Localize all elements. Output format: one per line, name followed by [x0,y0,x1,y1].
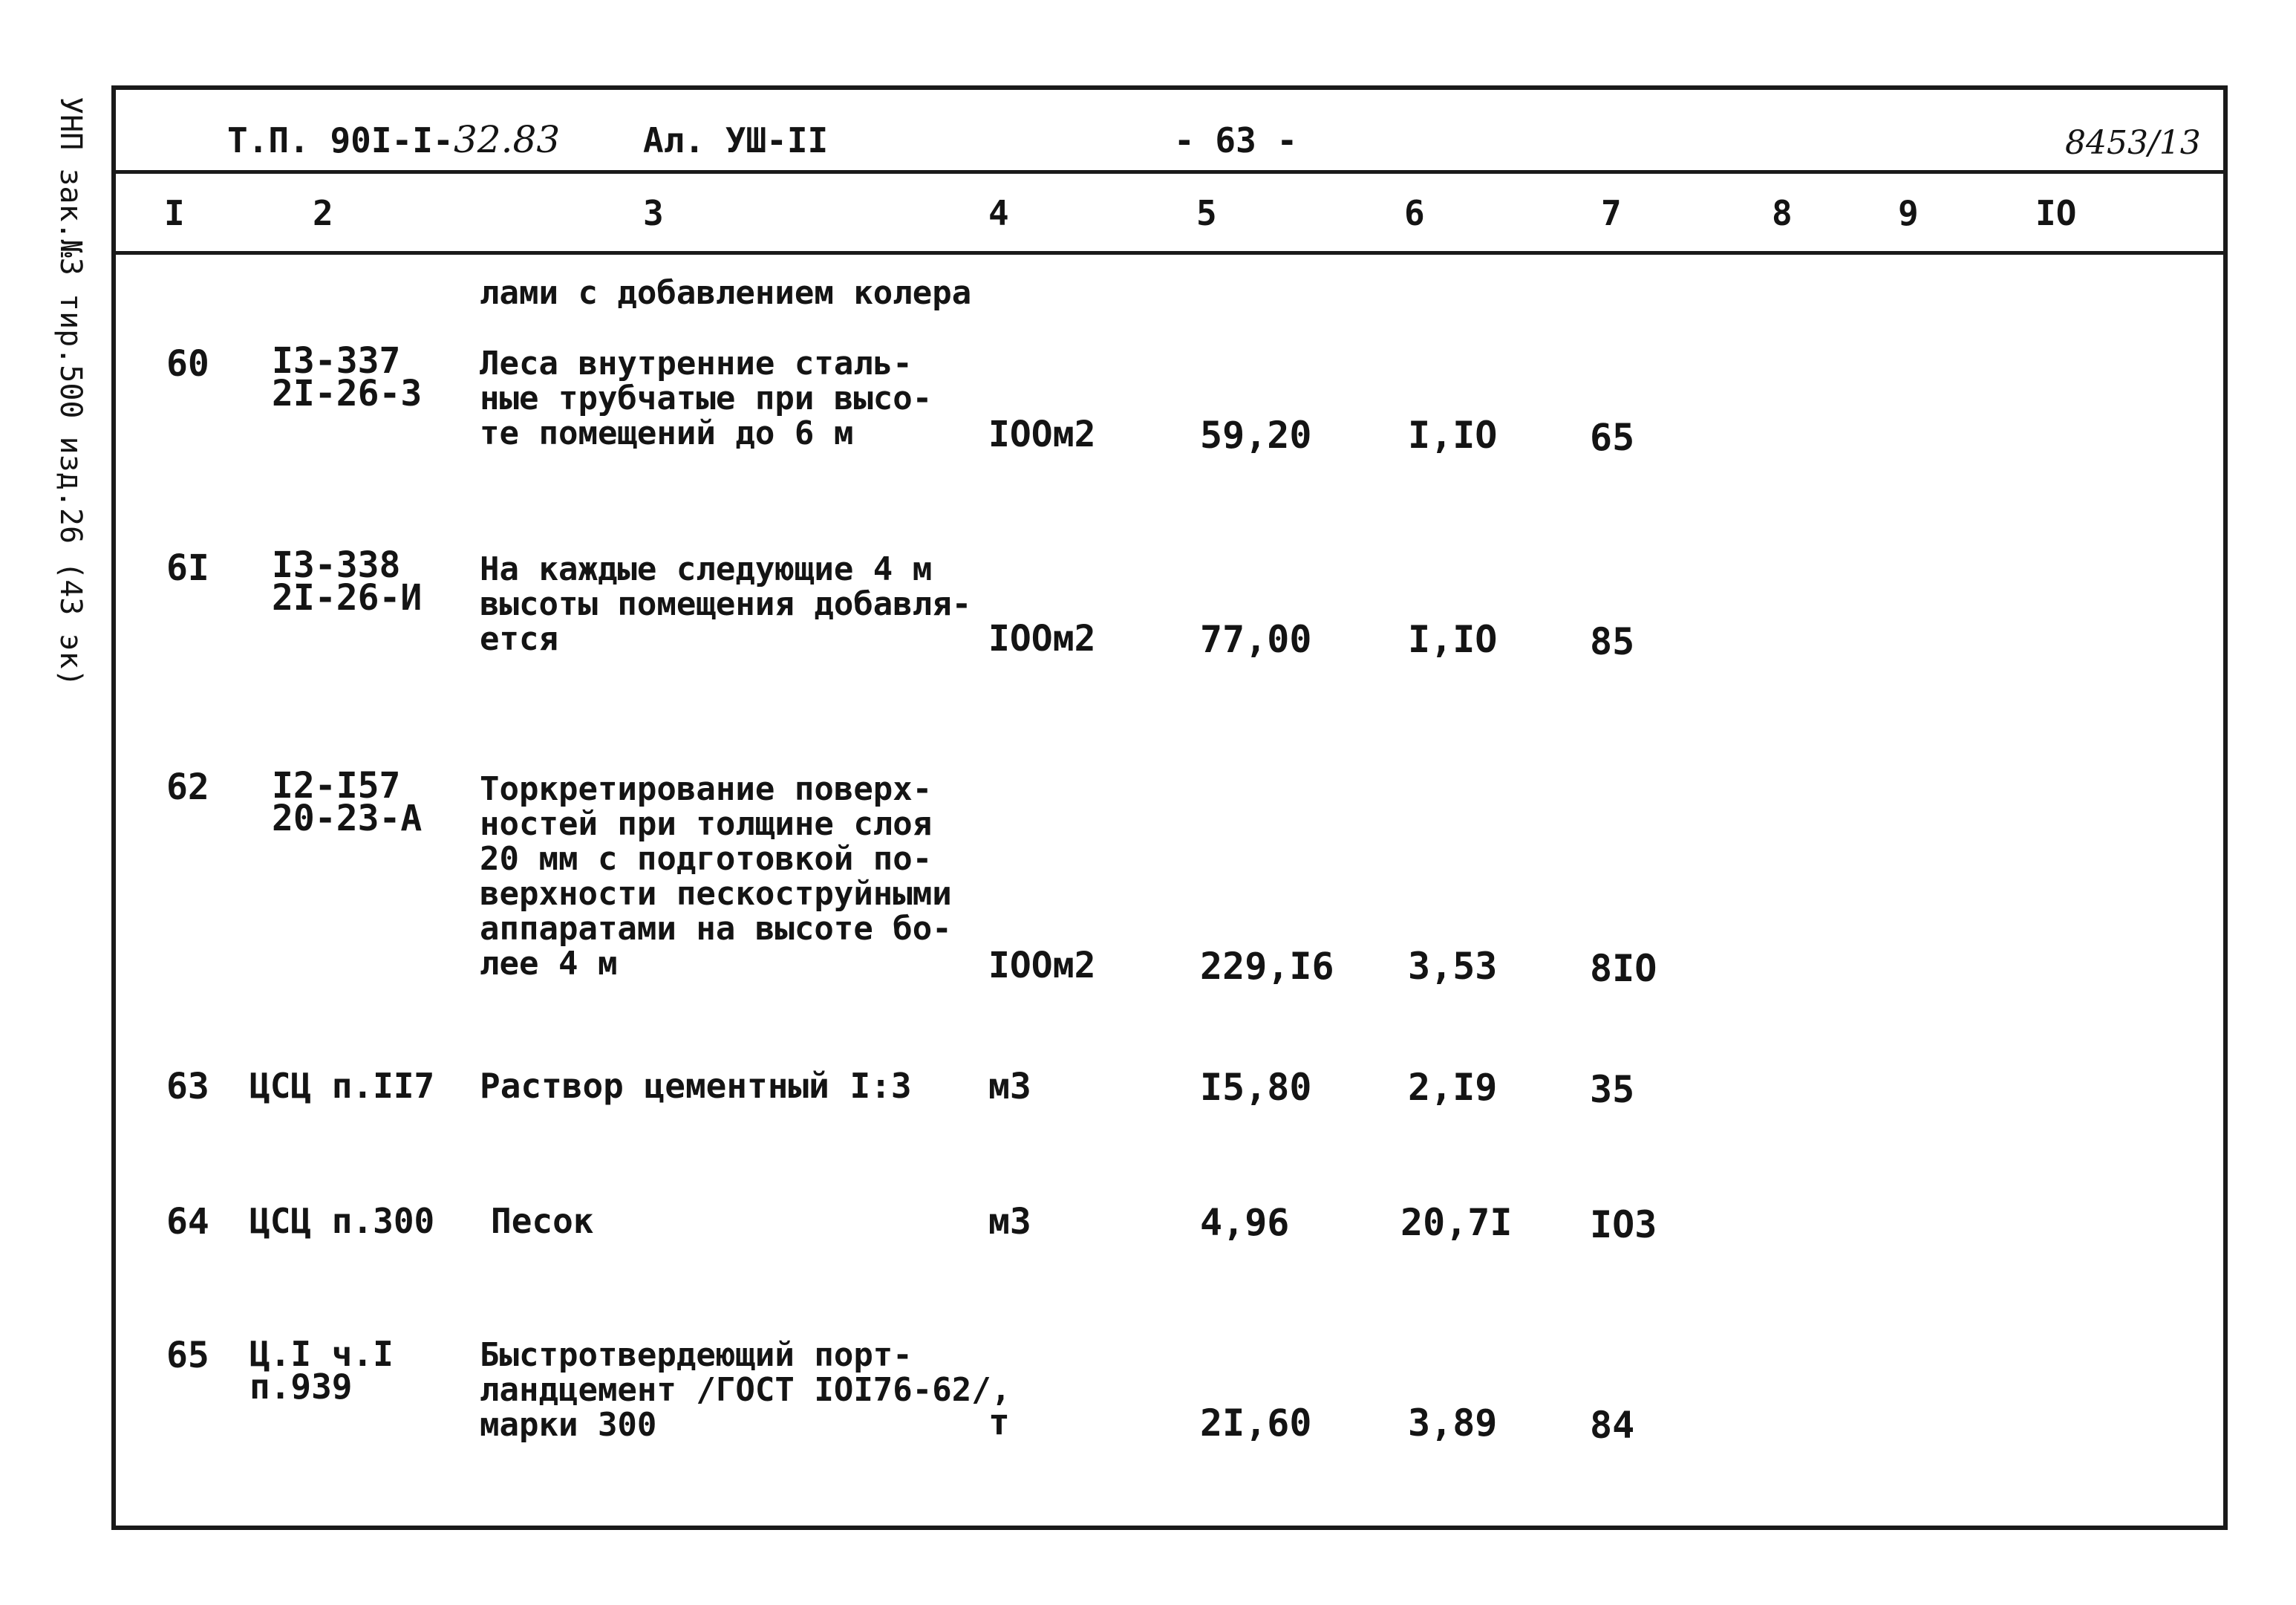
row-code: I3-337 2I-26-3 [272,340,423,414]
row-quantity: 229,I6 [1200,945,1334,988]
row-code: ЦСЦ п.II7 [250,1066,435,1106]
row-number: 62 [166,766,209,808]
row-total: 84 [1590,1404,1635,1447]
row-description: Песок [491,1201,594,1241]
column-header-divider [116,251,2223,255]
row-total: IO3 [1590,1203,1657,1246]
row-total: 65 [1590,416,1635,459]
row-description: Леса внутренние сталь- ные трубчатые при высо- те помещений до 6 м [480,345,933,452]
doc-code-handwritten: 32.83 [454,118,561,161]
row-unit: т [988,1401,1010,1443]
column-header-8: 8 [1772,193,1793,233]
album-label: Ал. УШ-II [643,120,829,160]
row-price: 3,53 [1408,945,1498,988]
row-number: 65 [166,1335,209,1376]
row-total: 8IO [1590,947,1657,990]
row-code: I2-I57 20-23-А [272,765,423,839]
row-quantity: I5,80 [1200,1066,1312,1109]
row-unit: IOOм2 [988,945,1096,986]
margin-print-note [3,89,88,687]
column-header-6: 6 [1404,193,1425,233]
column-header-4: 4 [988,193,1009,233]
row-description: На каждые следующие 4 м высоты помещения добавля- ется [480,550,972,658]
column-header-1: I [164,193,185,233]
row-quantity: 4,96 [1200,1201,1290,1244]
column-header-3: 3 [643,193,664,233]
doc-code-prefix: Т.П. 90I-I- [227,120,454,160]
row-unit: м3 [988,1201,1031,1243]
row-quantity: 2I,60 [1200,1401,1312,1445]
row-number: 60 [166,343,209,385]
row-unit: IOOм2 [988,414,1096,455]
archive-stamp: 8453/13 [2065,124,2201,162]
row-total: 85 [1590,620,1635,663]
document-frame [111,85,2228,1530]
row-description: Быстротвердеющий порт- ландцемент /ГОСТ IOI76-62/, марки 300 [480,1336,1011,1444]
row-price: 2,I9 [1408,1066,1498,1109]
row-unit: м3 [988,1066,1031,1107]
row-number: 63 [166,1066,209,1107]
column-header-10: IO [2035,193,2077,233]
page-number: - 63 - [1174,120,1298,160]
row-price: I,IO [1408,414,1498,457]
row-unit: IOOм2 [988,618,1096,660]
row-price: 20,7I [1400,1201,1513,1244]
continuation-text: лами с добавлением колера [480,274,972,312]
row-price: 3,89 [1408,1401,1498,1445]
row-price: I,IO [1408,618,1498,661]
row-code: I3-338 2I-26-И [272,544,423,619]
row-number: 64 [166,1201,209,1243]
margin-print-note-text: УНП зак.№3 тир.500 изд.26 (43 эк) [53,97,88,687]
row-total: 35 [1590,1068,1635,1111]
header-divider [116,170,2223,174]
row-quantity: 59,20 [1200,414,1312,457]
row-quantity: 77,00 [1200,618,1312,661]
row-description: Раствор цементный I:3 [480,1066,912,1106]
row-description: Торкретирование поверх- ностей при толщине слоя 20 мм с подготовкой по- верхности пескоструйными аппаратами на высоте бо- лее 4 м [480,770,952,983]
column-header-2: 2 [313,193,333,233]
column-header-7: 7 [1601,193,1622,233]
row-number: 6I [166,547,209,589]
column-header-9: 9 [1898,193,1919,233]
column-header-5: 5 [1196,193,1217,233]
row-code: ЦСЦ п.300 [250,1201,435,1241]
row-code: Ц.I ч.I п.939 [250,1334,394,1407]
